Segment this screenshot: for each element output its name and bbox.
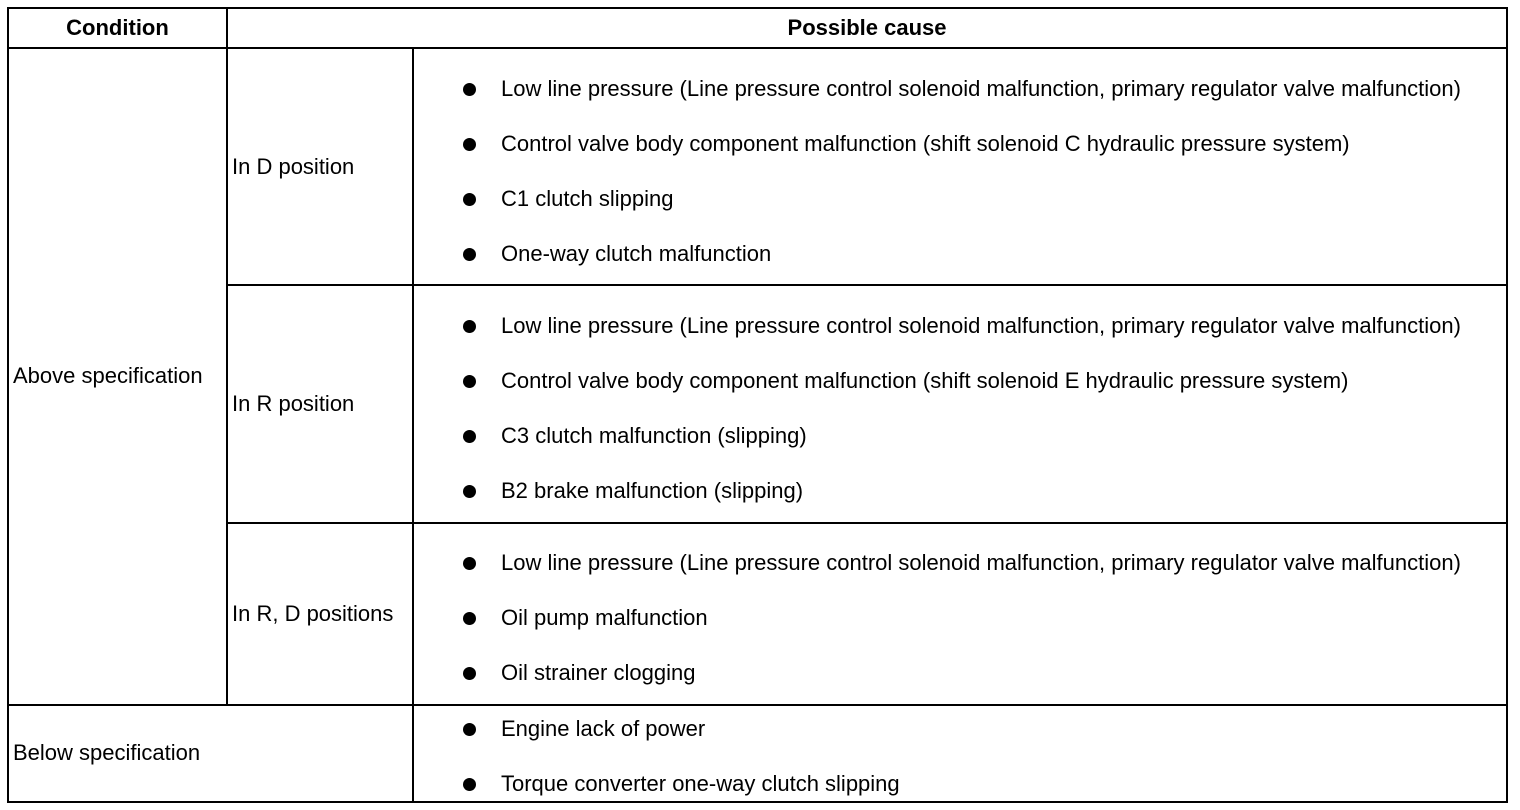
list-item [414, 476, 1496, 506]
table-row [8, 705, 1507, 802]
cause-list-below [414, 707, 1506, 799]
position-rd-label: In R, D positions [232, 600, 394, 626]
list-item [414, 184, 1496, 214]
bullet-icon [463, 557, 476, 570]
list-item [414, 658, 1496, 688]
bullet-icon [463, 723, 476, 736]
cause-text: Engine lack of power [501, 716, 706, 742]
causes-cell [413, 48, 1507, 285]
list-item [414, 74, 1496, 104]
cause-text: B2 brake malfunction (slipping) [501, 477, 804, 503]
bullet-icon [463, 248, 476, 261]
position-cell [227, 48, 413, 285]
cause-list-r [414, 302, 1506, 506]
causes-cell [413, 523, 1507, 705]
cause-text: C1 clutch slipping [501, 185, 674, 211]
list-item [414, 311, 1496, 341]
list-item [414, 603, 1496, 633]
list-item [414, 769, 1496, 799]
causes-cell [413, 285, 1507, 522]
cause-text: Control valve body component malfunction (shift solenoid E hydraulic pressure system) [501, 367, 1349, 393]
stall-test-table-container [7, 7, 1506, 803]
cause-text: Oil strainer clogging [501, 660, 696, 686]
bullet-icon [463, 193, 476, 206]
condition-above-label: Above specification [13, 363, 203, 389]
header-condition: Condition [8, 8, 227, 48]
cause-list-rd [414, 539, 1506, 688]
bullet-icon [463, 778, 476, 791]
table-row [8, 523, 1507, 705]
position-d-label: In D position [232, 153, 355, 179]
table-row [8, 285, 1507, 522]
cause-text: Torque converter one-way clutch slipping [501, 771, 900, 797]
bullet-icon [463, 320, 476, 333]
cause-text: Low line pressure (Line pressure control solenoid malfunction, primary regulator valve malfunction) [501, 75, 1461, 101]
list-item [414, 421, 1496, 451]
causes-cell [413, 705, 1507, 802]
bullet-icon [463, 667, 476, 680]
bullet-icon [463, 138, 476, 151]
cause-text: Control valve body component malfunction (shift solenoid C hydraulic pressure system) [501, 130, 1350, 156]
position-cell [227, 523, 413, 705]
header-possible-cause: Possible cause [227, 8, 1507, 48]
list-item [414, 129, 1496, 159]
stall-test-table [7, 7, 1508, 803]
bullet-icon [463, 430, 476, 443]
list-item [414, 366, 1496, 396]
cause-text: Oil pump malfunction [501, 605, 708, 631]
position-cell [227, 285, 413, 522]
table-row [8, 48, 1507, 285]
cause-text: Low line pressure (Line pressure control solenoid malfunction, primary regulator valve malfunction) [501, 550, 1461, 576]
condition-above-cell [8, 48, 227, 705]
condition-below-label: Below specification [13, 740, 201, 766]
list-item [414, 714, 1496, 744]
position-r-label: In R position [232, 390, 355, 416]
bullet-icon [463, 612, 476, 625]
bullet-icon [463, 83, 476, 96]
list-item [414, 239, 1496, 269]
cause-text: One-way clutch malfunction [501, 240, 772, 266]
bullet-icon [463, 485, 476, 498]
list-item [414, 548, 1496, 578]
cause-list-d [414, 65, 1506, 269]
cause-text: Low line pressure (Line pressure control solenoid malfunction, primary regulator valve malfunction) [501, 312, 1461, 338]
header-row [8, 8, 1507, 48]
cause-text: C3 clutch malfunction (slipping) [501, 422, 807, 448]
bullet-icon [463, 375, 476, 388]
condition-below-cell [8, 705, 413, 802]
